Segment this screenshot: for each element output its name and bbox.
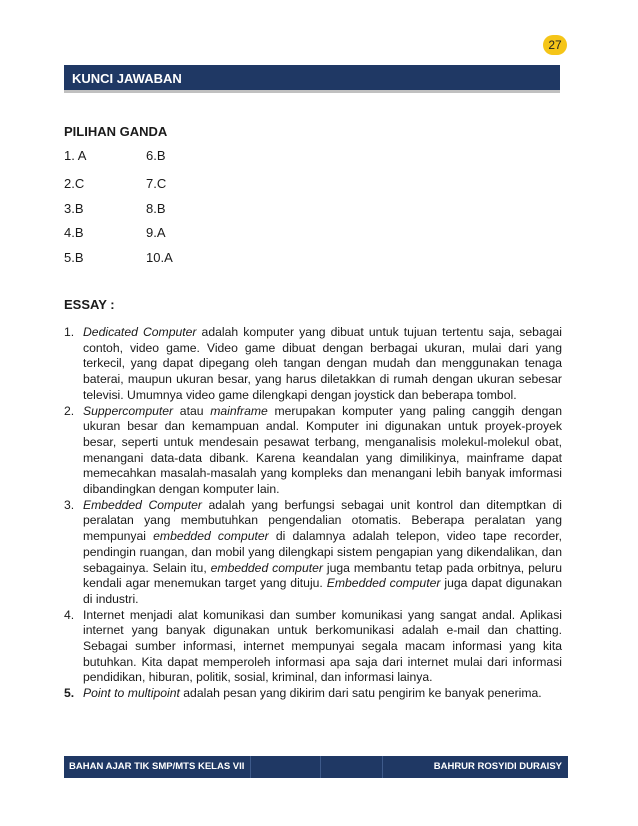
essay-term: embedded computer [210, 560, 323, 575]
essay-text: adalah pesan yang dikirim dari satu pengirim ke banyak penerima. [179, 686, 542, 701]
essay-text: di dalamnya adalah telepon, video tape recorder, pendingin ruangan, dan mobil yang dilengkapi sistem pengapian yang dikendalikan, dan sebagainya. Selain itu, [83, 529, 563, 575]
pilihan-ganda-title: PILIHAN GANDA [64, 124, 168, 139]
mc-answer-right: 9.A [146, 225, 166, 240]
header-title: KUNCI JAWABAN [72, 71, 182, 86]
essay-text: juga membantu tetap pada orbitnya, peluru kendali agar menemukan target yang dituju. [83, 560, 562, 591]
mc-answer-left: 3.B [64, 201, 84, 216]
essay-item [64, 608, 562, 687]
essay-text: merupakan komputer yang paling canggih dengan ukuran besar dan kemampuan andal. Komputer ini digunakan untuk proyek-proyek besar, seperti untuk mendesain pesawat terbang, menganalisis molekul-molekul obat, menangani data-data dibank. Karena keandalan yang dimilikinya, mainframe dapat memecahkan masalah-masalah yang kompleks dan menangani lebih banyak imformasi dibandingkan dengan komputer lain. [83, 403, 562, 497]
footer-divider [320, 756, 321, 778]
essay-term: Point to multipoint [83, 686, 180, 701]
footer-divider [250, 756, 251, 778]
footer-divider [382, 756, 383, 778]
mc-answer-left: 4.B [64, 225, 84, 240]
essay-term: Embedded Computer [83, 497, 202, 512]
essay-text: Internet menjadi alat komunikasi dan sumber komunikasi yang sangat andal. Aplikasi internet yang banyak digunakan untuk berkomunikasi adalah e-mail dan chatting. Sebagai sumber informasi, internet mempunyai segala macam informasi yang kita butuhkan. Kita dapat memperoleh informasi apa saja dari internet mulai dari informasi pendidikan, hiburan, politik, sosial, kriminal, dan informasi lainya. [83, 607, 562, 685]
essay-item-number: 1. [64, 325, 75, 339]
essay-text: juga dapat digunakan di industri. [83, 576, 563, 606]
section-header-bar [64, 65, 560, 93]
essay-term: Suppercomputer [83, 403, 174, 418]
page-number-badge: 27 [543, 35, 567, 55]
essay-term: embedded computer [153, 529, 269, 544]
mc-answer-left: 2.C [64, 176, 85, 191]
essay-answer-list [64, 325, 562, 702]
mc-answer-right: 7.C [146, 176, 167, 191]
footer-right-text: BAHRUR ROSYIDI DURAISY [433, 761, 562, 772]
essay-item [64, 498, 562, 608]
essay-term: mainframe [210, 403, 268, 418]
essay-item-number: 2. [64, 403, 75, 418]
footer-bar [64, 756, 568, 778]
essay-item [64, 404, 562, 498]
essay-item [64, 686, 562, 702]
essay-text: atau [173, 403, 211, 418]
essay-text: adalah yang berfungsi sebagai unit kontrol dan ditemptkan di peralatan yang membutuhkan pengendalian otomatis. Beberapa peralatan yang mempunyai [83, 497, 562, 544]
essay-term: Dedicated Computer [83, 325, 197, 339]
essay-term: Embedded computer [326, 576, 441, 591]
mc-answer-right: 10.A [146, 250, 173, 265]
mc-answer-left: 1. A [64, 148, 87, 163]
essay-item-number: 4. [64, 607, 75, 622]
mc-answer-right: 6.B [146, 148, 166, 163]
mc-answer-left: 5.B [64, 250, 84, 265]
essay-title: ESSAY : [64, 297, 115, 312]
essay-item-number: 3. [64, 497, 75, 512]
essay-item-number: 5. [64, 686, 75, 701]
mc-answer-right: 8.B [146, 201, 166, 216]
essay-item [64, 325, 562, 404]
footer-left-text: BAHAN AJAR TIK SMP/MTS KELAS VII [69, 761, 245, 772]
essay-text: adalah komputer yang dibuat untuk tujuan tertentu saja, sebagai contoh, video game. Video game dibuat dengan berbagai ukuran, mulai dari yang terkecil, yang dapat dipegang oleh tangan dengan mudah dan menggunakan tenaga baterai, maupun ukuran besar, yang harus diletakkan di rumah dengan ukuran sebesar televisi. Umumnya video game dilengkapi dengan joystick dan beberapa tombol. [83, 325, 562, 402]
